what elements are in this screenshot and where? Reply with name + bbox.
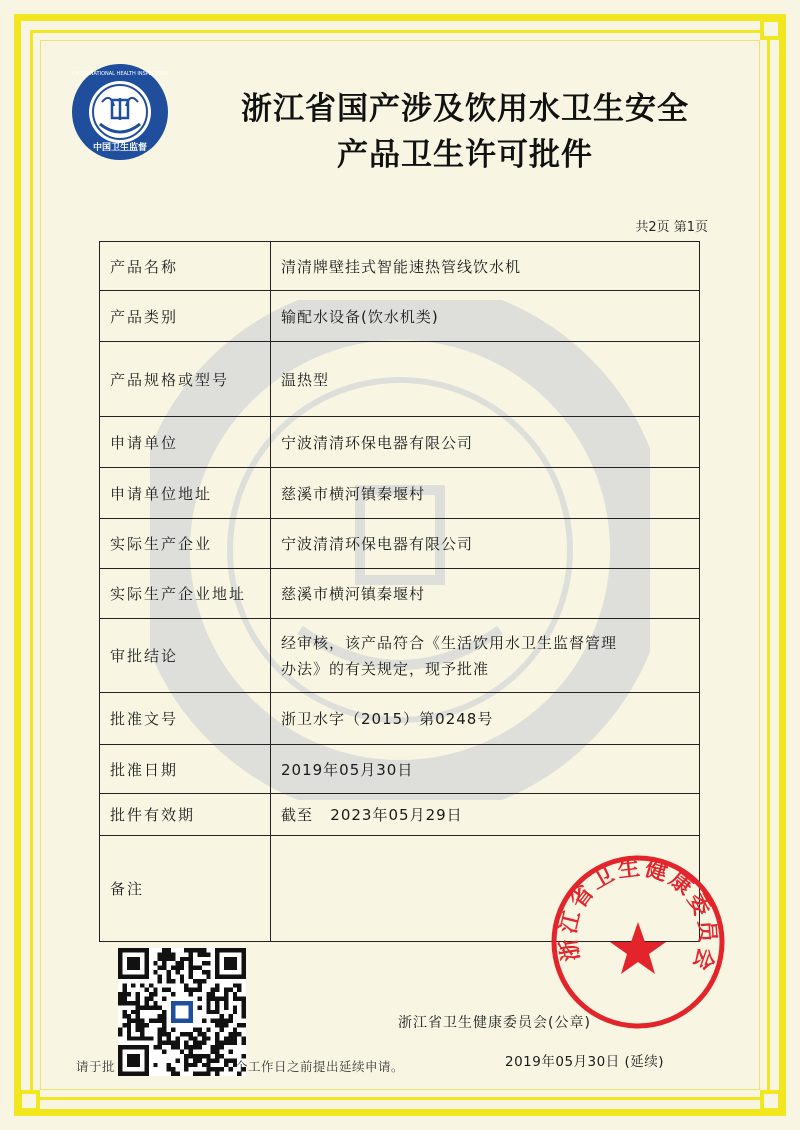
table-row: [100, 468, 700, 519]
row-label: 审批结论: [100, 619, 271, 693]
health-inspection-logo: [70, 62, 170, 162]
title-line-1: 浙江省国产涉及饮用水卫生安全: [241, 91, 689, 127]
table-row: [100, 794, 700, 836]
row-value: 浙卫水字（2015）第0248号: [271, 693, 700, 745]
row-label: 批件有效期: [100, 794, 271, 836]
row-value: 2019年05月30日: [271, 745, 700, 794]
border-corner-ornament: [18, 1090, 40, 1112]
row-value: 温热型: [271, 342, 700, 417]
row-value: 宁波清清环保电器有限公司: [271, 417, 700, 468]
row-label: 批准日期: [100, 745, 271, 794]
document-title: [170, 86, 760, 178]
row-value: 输配水设备(饮水机类): [271, 291, 700, 342]
table-row: [100, 569, 700, 619]
row-label: 产品名称: [100, 242, 271, 291]
row-value: 慈溪市横河镇秦堰村: [271, 569, 700, 619]
table-row: [100, 693, 700, 745]
title-line-2: 产品卫生许可批件: [337, 137, 593, 173]
table-row: [100, 291, 700, 342]
border-corner-ornament: [760, 18, 782, 40]
issuing-authority: 浙江省卫生健康委员会(公章): [398, 1015, 591, 1031]
conclusion-line-1: 经审核，该产品符合《生活饮用水卫生监督管理: [281, 633, 618, 652]
row-label: 实际生产企业地址: [100, 569, 271, 619]
row-value: 宁波清清环保电器有限公司: [271, 519, 700, 569]
renewal-note: 请于批 个工作日之前提出延续申请。: [76, 1059, 405, 1074]
issue-date: 2019年05月30日 (延续): [505, 1054, 665, 1070]
row-label: 产品规格或型号: [100, 342, 271, 417]
row-label: 备注: [100, 836, 271, 942]
star-icon: [610, 922, 666, 974]
row-value: 清清牌壁挂式智能速热管线饮水机: [271, 242, 700, 291]
table-row: [100, 619, 700, 693]
row-label: 申请单位: [100, 417, 271, 468]
table-row: [100, 745, 700, 794]
row-label: 申请单位地址: [100, 468, 271, 519]
page-count: 共2页 第1页: [635, 220, 708, 235]
row-label: 产品类别: [100, 291, 271, 342]
table-row: [100, 242, 700, 291]
row-value: [271, 619, 700, 693]
border-corner-ornament: [760, 1090, 782, 1112]
row-label: 实际生产企业: [100, 519, 271, 569]
row-label: 批准文号: [100, 693, 271, 745]
row-value: 截至 2023年05月29日: [271, 794, 700, 836]
conclusion-line-2: 办法》的有关规定，现予批准: [281, 659, 490, 678]
row-value: 慈溪市横河镇秦堰村: [271, 468, 700, 519]
table-row: [100, 342, 700, 417]
logo-en-text: CHINA NATIONAL HEALTH INSPECTION: [72, 71, 168, 77]
official-seal: [548, 852, 728, 1032]
seal-text: 浙江省卫生健康委员会: [556, 855, 720, 977]
approval-table: [99, 241, 700, 942]
table-row: [100, 519, 700, 569]
table-row: [100, 417, 700, 468]
logo-cn-text: 中国卫生监督: [92, 143, 148, 153]
